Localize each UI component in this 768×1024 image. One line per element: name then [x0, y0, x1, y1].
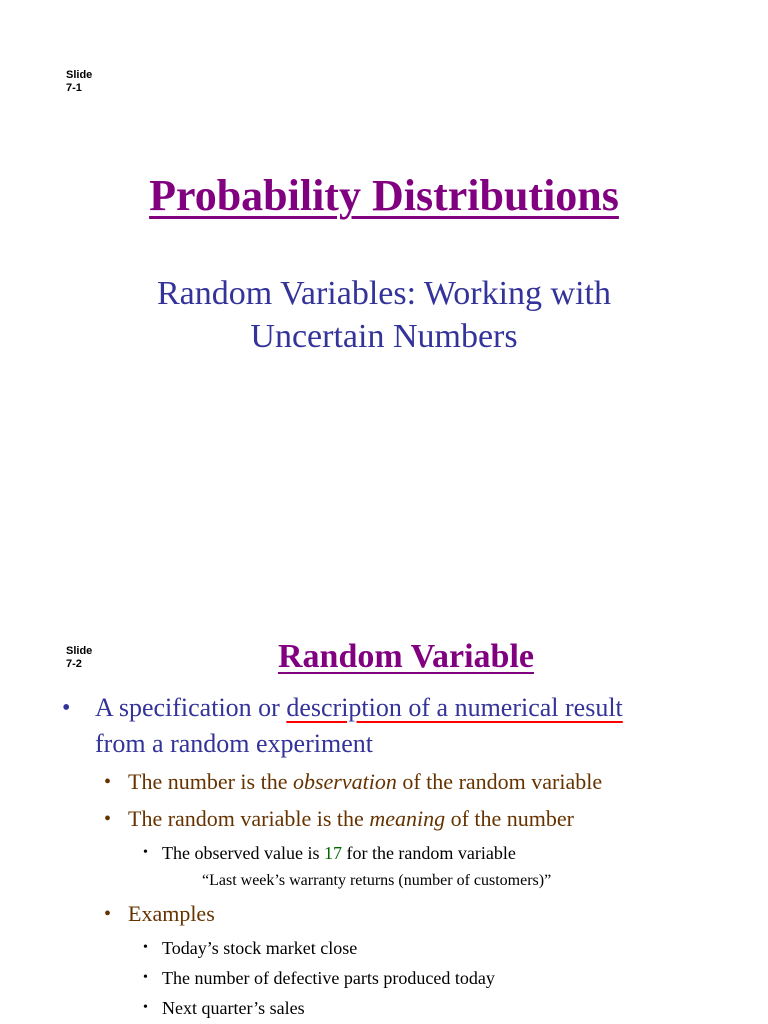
bullet-marker: •: [104, 903, 112, 925]
italic-term: observation: [292, 769, 397, 794]
text-suffix: for the random variable: [341, 843, 516, 863]
slide-label-number: 7-1: [66, 82, 82, 94]
text-prefix: The observed value is: [162, 843, 324, 863]
bullet-marker: •: [104, 808, 112, 830]
main-bullet-prefix: A specification or: [95, 693, 287, 722]
slide-subtitle: [0, 272, 768, 358]
quoted-variable-description: “Last week’s warranty returns (number of customers)”: [202, 872, 552, 889]
main-bullet-line-1: [95, 690, 755, 726]
example-text: Next quarter’s sales: [162, 998, 305, 1018]
slide-label-number: 7-2: [66, 658, 82, 670]
bullet-marker: •: [143, 845, 148, 860]
slide-title: Probability Distributions: [149, 171, 619, 220]
sub-bullet-text: [128, 805, 574, 833]
subtitle-line-2: Uncertain Numbers: [250, 318, 518, 355]
bullet-marker: •: [143, 1000, 148, 1015]
slide-label-word: Slide: [66, 645, 93, 657]
slide-number-label: [66, 69, 92, 95]
example-text: The number of defective parts produced today: [162, 968, 495, 988]
text-prefix: The random variable is the: [128, 806, 370, 831]
examples-label: Examples: [128, 901, 215, 926]
example-text: Today’s stock market close: [162, 938, 358, 958]
underlined-phrase: description of a numerical result: [286, 693, 623, 722]
bullet-marker: •: [143, 940, 148, 955]
slide-label-word: Slide: [66, 69, 93, 81]
text-prefix: The number is the: [128, 769, 293, 794]
observed-value: 17: [323, 843, 342, 863]
text-suffix: of the number: [445, 806, 574, 831]
bullet-marker: •: [62, 695, 71, 721]
text-suffix: of the random variable: [396, 769, 603, 794]
italic-term: meaning: [369, 806, 446, 831]
main-bullet-line-2: from a random experiment: [95, 729, 373, 758]
subtitle-line-1: Random Variables: Working with: [156, 275, 612, 312]
slide-title-2: Random Variable: [278, 638, 534, 675]
bullet-marker: •: [104, 771, 112, 793]
sub-bullet-text: [128, 768, 602, 796]
sub-sub-bullet-text: [162, 842, 516, 864]
bullet-marker: •: [143, 970, 148, 985]
